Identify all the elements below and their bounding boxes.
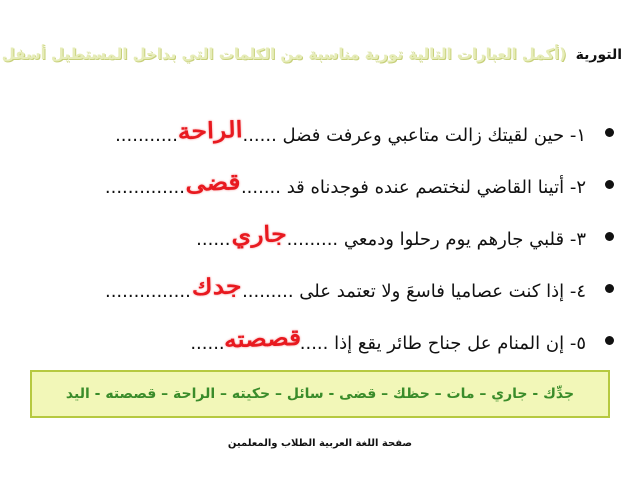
- word-bank-text: جدِّك - جاري – مات – حظك – قضى - سائل – حكيته – الراحة – قصصته - اليد: [65, 386, 575, 402]
- item-sentence: [196, 222, 586, 250]
- bullet-icon: [605, 128, 614, 137]
- list-item: [22, 268, 618, 320]
- item-sentence: [105, 274, 586, 302]
- item-answer: قضى: [184, 169, 241, 197]
- exercise-list: [22, 112, 618, 372]
- list-item: [22, 216, 618, 268]
- item-sentence: [190, 326, 586, 354]
- item-answer: جاري: [230, 221, 287, 249]
- item-blank-dots: ......: [190, 333, 225, 354]
- bullet-icon: [605, 180, 614, 189]
- item-prompt: ٥- إن المنام عل جناح طائر يقع إذا .....: [299, 333, 586, 354]
- item-answer: قصصته: [223, 324, 302, 354]
- item-blank-dots: ......: [196, 229, 231, 250]
- item-blank-dots: ..............: [104, 177, 185, 198]
- item-answer: جدك: [191, 273, 242, 301]
- item-blank-dots: ...............: [104, 281, 191, 302]
- item-answer: الراحة: [177, 116, 244, 146]
- item-prompt: ٤- إذا كنت عصاميا فاسعَ ولا تعتمد على .........: [242, 281, 586, 302]
- footer-credit: صفحة اللغة العربية الطلاب والمعلمين: [227, 438, 413, 449]
- item-prompt: ١- حين لقيتك زالت متاعبي وعرفت فضل ......: [242, 125, 586, 146]
- item-prompt: ٢- أتينا القاضي لنختصم عنده فوجدناه قد .......: [240, 177, 586, 198]
- list-item: [22, 112, 618, 164]
- item-sentence: [105, 170, 586, 198]
- header: [1, 44, 622, 74]
- list-item: [22, 320, 618, 372]
- topic-title: التورية: [575, 47, 622, 63]
- list-item: [22, 164, 618, 216]
- item-sentence: [115, 118, 586, 146]
- bullet-icon: [605, 284, 614, 293]
- item-blank-dots: ...........: [115, 125, 179, 146]
- word-bank-box: [30, 370, 610, 418]
- instruction-text: (أكمل العبارات التالية تورية مناسبة من الكلمات التي بداخل المستطيل أسفل: [1, 45, 567, 63]
- bullet-icon: [605, 232, 614, 241]
- item-prompt: ٣- قلبي جارهم يوم رحلوا ودمعي .........: [286, 229, 586, 250]
- bullet-icon: [605, 336, 614, 345]
